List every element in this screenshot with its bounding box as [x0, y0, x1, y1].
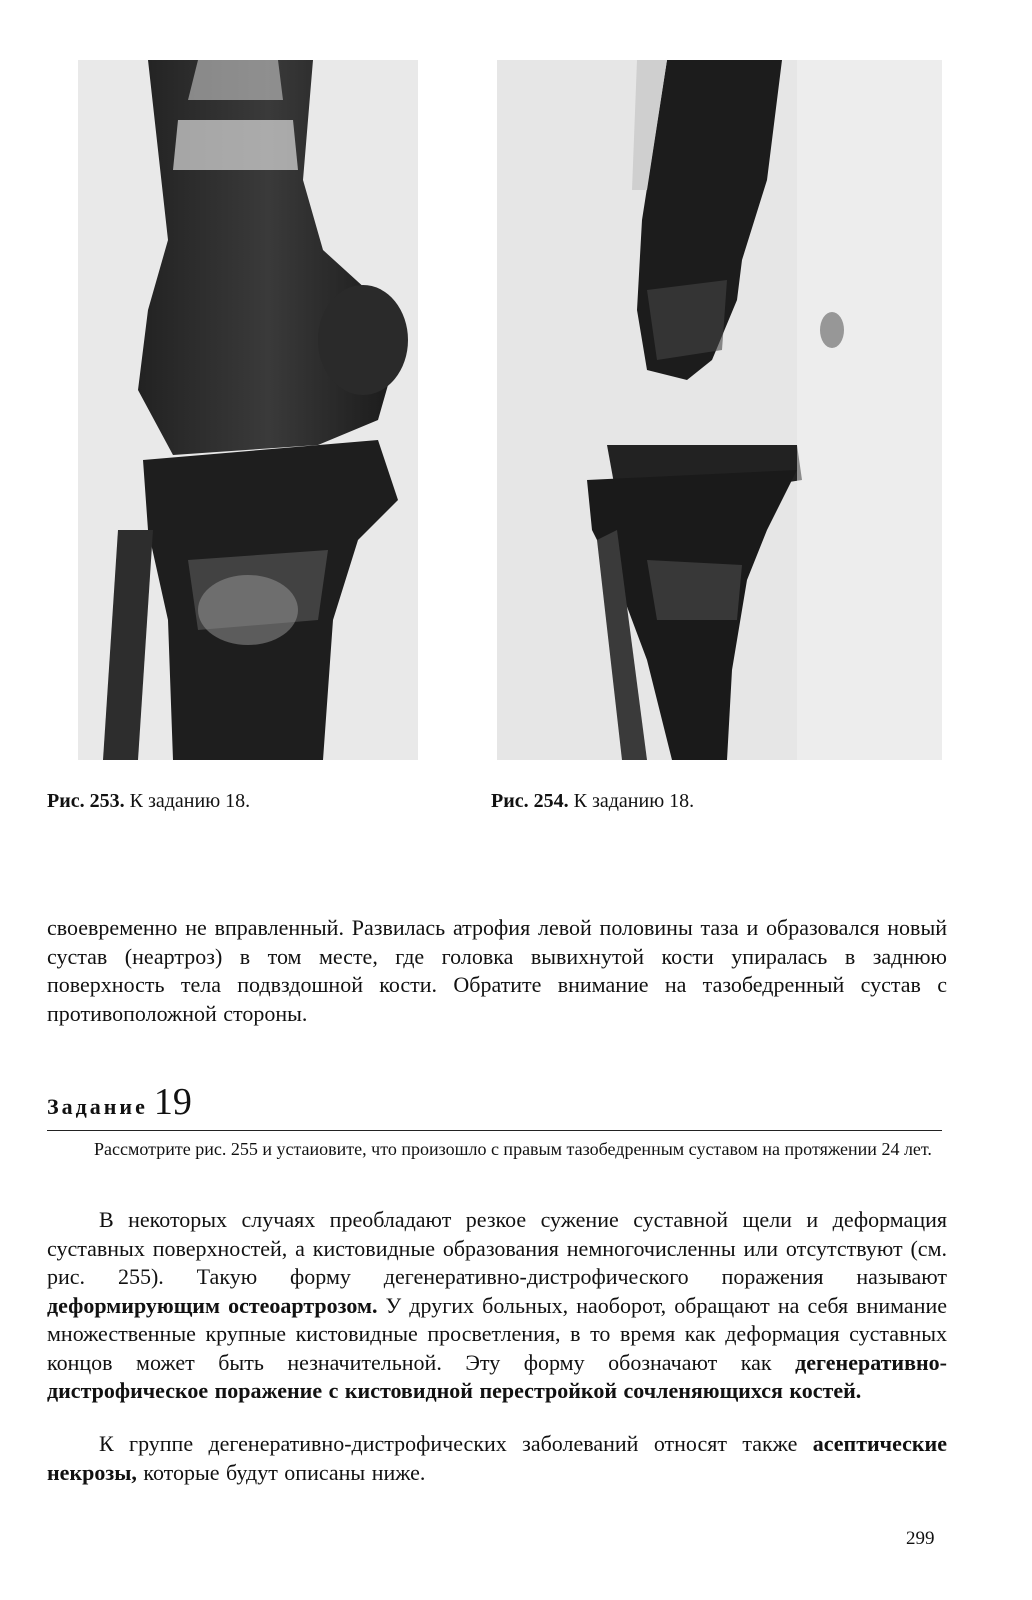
- figure-254-caption-text: К заданию 18.: [568, 790, 695, 812]
- figure-254-label: Рис. 254.: [491, 790, 569, 812]
- knee-xray-frontal-image: [78, 60, 418, 760]
- continuation-paragraph: своевременно не вправленный. Развилась атрофия левой половины таза и образовался новый сустав (неартроз) в том месте, где головка вывихнутой кости упиралась в заднюю поверхность тела подвздошной кости. Обратите внимание на тазобедренный сустав с противоположной стороны.: [47, 915, 947, 1026]
- figure-254-caption: [491, 790, 694, 813]
- main-paragraph-part2: У других больных, наоборот, обращают на себя внимание множественные крупные кистовидные просветления, в то время как деформация суставных концов может быть незначительной. Эту форму обозначают как: [47, 1292, 948, 1375]
- main-paragraph-part1: В некоторых случаях преобладают резкое сужение суставной щели и деформация суставных поверхностей, а кистовидные образования немногочисленны или отсутствуют (см. рис. 255). Такую форму дегенеративно-дистрофического поражения называют: [47, 1207, 947, 1289]
- task-heading-word: Задание: [47, 1094, 148, 1119]
- main-paragraph-bold-term1: деформирующим остеоартрозом.: [47, 1292, 378, 1318]
- figure-253-caption: [47, 790, 250, 813]
- page-number: 299: [906, 1528, 935, 1549]
- figure-253-knee-xray: [78, 60, 418, 760]
- figure-254-knee-xray: [497, 60, 942, 760]
- second-paragraph-bold-term: асептические некрозы,: [47, 1431, 947, 1485]
- task-heading: [47, 1080, 192, 1124]
- figure-253-label: Рис. 253.: [47, 790, 125, 812]
- second-paragraph-part1: К группе дегенеративно-дистрофических заболеваний относят также: [99, 1431, 813, 1456]
- main-paragraph-bold-term2: дегенеративно-дистрофическое поражение с кистовидной перестройкой сочленяющихся костей.: [47, 1349, 947, 1403]
- figure-253-caption-text: К заданию 18.: [124, 790, 251, 812]
- task-instruction: Рассмотрите рис. 255 и устаиовите, что произошло с правым тазобедренным суставом на протяжении 24 лет.: [94, 1139, 932, 1159]
- task-divider: [47, 1130, 942, 1131]
- second-paragraph: [47, 1430, 947, 1487]
- task-heading-number: 19: [153, 1081, 192, 1123]
- second-paragraph-part2: которые будут описаны ниже.: [136, 1459, 426, 1485]
- main-paragraph: [47, 1206, 947, 1406]
- knee-xray-lateral-image: [497, 60, 942, 760]
